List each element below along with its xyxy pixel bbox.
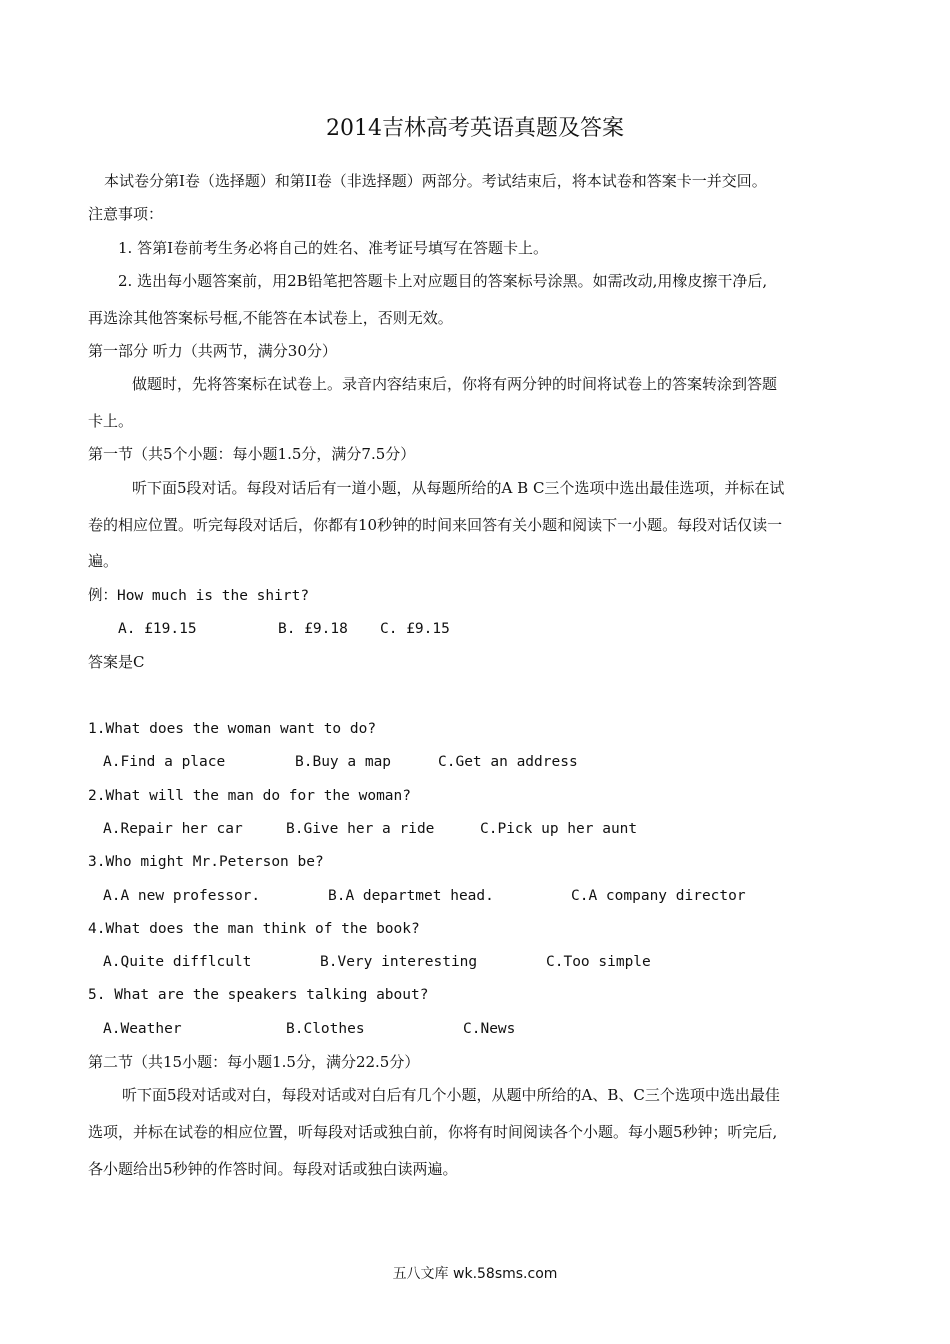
option-a: A.Weather <box>103 1021 182 1037</box>
part1-instructions-line-2: 卡上。 <box>88 412 134 430</box>
example-answer: 答案是C <box>88 653 145 671</box>
section1-instructions-line-3: 遍。 <box>88 552 119 570</box>
question-5: 5. What are the speakers talking about? <box>88 987 429 1003</box>
option-b: B.Buy a map <box>295 754 392 770</box>
intro-paragraph: 本试卷分第I卷（选择题）和第II卷（非选择题）两部分。考试结束后，将本试卷和答案卡一并交回。 <box>104 172 767 190</box>
option-c: C.Get an address <box>438 754 578 770</box>
option-a: A.Quite difflcult <box>103 954 252 970</box>
option-b: B.Give her a ride <box>286 821 435 837</box>
option-c: C.News <box>463 1021 516 1037</box>
page-title: 2014吉林高考英语真题及答案 <box>326 116 624 141</box>
example-option-c: C. £9.15 <box>380 621 450 637</box>
option-a: A.Repair her car <box>103 821 243 837</box>
section2-instructions-line-2: 选项，并标在试卷的相应位置，听每段对话或独白前，你将有时间阅读各个小题。每小题5秒钟；听完后, <box>88 1123 778 1141</box>
example-option-a: A. £19.15 <box>118 621 197 637</box>
option-a: A.Find a place <box>103 754 226 770</box>
note-2-line-1: 2. 选出每小题答案前，用2B铅笔把答题卡上对应题目的答案标号涂黑。如需改动,用橡皮擦干净后, <box>118 272 768 290</box>
option-b: B.A departmet head. <box>328 888 494 904</box>
notes-heading: 注意事项： <box>88 205 164 223</box>
note-1: 1. 答第I卷前考生务必将自己的姓名、准考证号填写在答题卡上。 <box>118 239 549 257</box>
option-a: A.A new professor. <box>103 888 261 904</box>
example-option-b: B. £9.18 <box>278 621 348 637</box>
section2-instructions-line-3: 各小题给出5秒钟的作答时间。每段对话或独白读两遍。 <box>88 1160 458 1178</box>
section1-heading: 第一节（共5个小题：每小题1.5分，满分7.5分） <box>88 445 416 463</box>
section1-instructions-line-2: 卷的相应位置。听完每段对话后，你都有10秒钟的时间来回答有关小题和阅读下一小题。每段对话仅读一 <box>88 516 783 534</box>
question-2: 2.What will the man do for the woman? <box>88 788 412 804</box>
section1-instructions-line-1: 听下面5段对话。每段对话后有一道小题，从每题所给的A B C三个选项中选出最佳选项，并标在试 <box>132 479 785 497</box>
question-4: 4.What does the man think of the book? <box>88 921 420 937</box>
question-3: 3.Who might Mr.Peterson be? <box>88 854 324 870</box>
option-c: C.Too simple <box>546 954 651 970</box>
part1-instructions-line-1: 做题时，先将答案标在试卷上。录音内容结束后，你将有两分钟的时间将试卷上的答案转涂到答题 <box>132 375 778 393</box>
option-b: B.Very interesting <box>320 954 478 970</box>
option-c: C.A company director <box>571 888 746 904</box>
section2-heading: 第二节（共15小题：每小题1.5分，满分22.5分） <box>88 1053 420 1071</box>
section2-instructions-line-1: 听下面5段对话或对白，每段对话或对白后有几个小题，从题中所给的A、B、C三个选项中选出最佳 <box>122 1086 780 1104</box>
example-question: 例：How much is the shirt? <box>88 588 310 604</box>
note-2-line-2: 再选涂其他答案标号框,不能答在本试卷上，否则无效。 <box>88 309 453 327</box>
footer-watermark: 五八文库 wk.58sms.com <box>392 1266 558 1282</box>
option-c: C.Pick up her aunt <box>480 821 638 837</box>
question-1: 1.What does the woman want to do? <box>88 721 377 737</box>
option-b: B.Clothes <box>286 1021 365 1037</box>
part1-heading: 第一部分 听力（共两节，满分30分） <box>88 342 337 360</box>
